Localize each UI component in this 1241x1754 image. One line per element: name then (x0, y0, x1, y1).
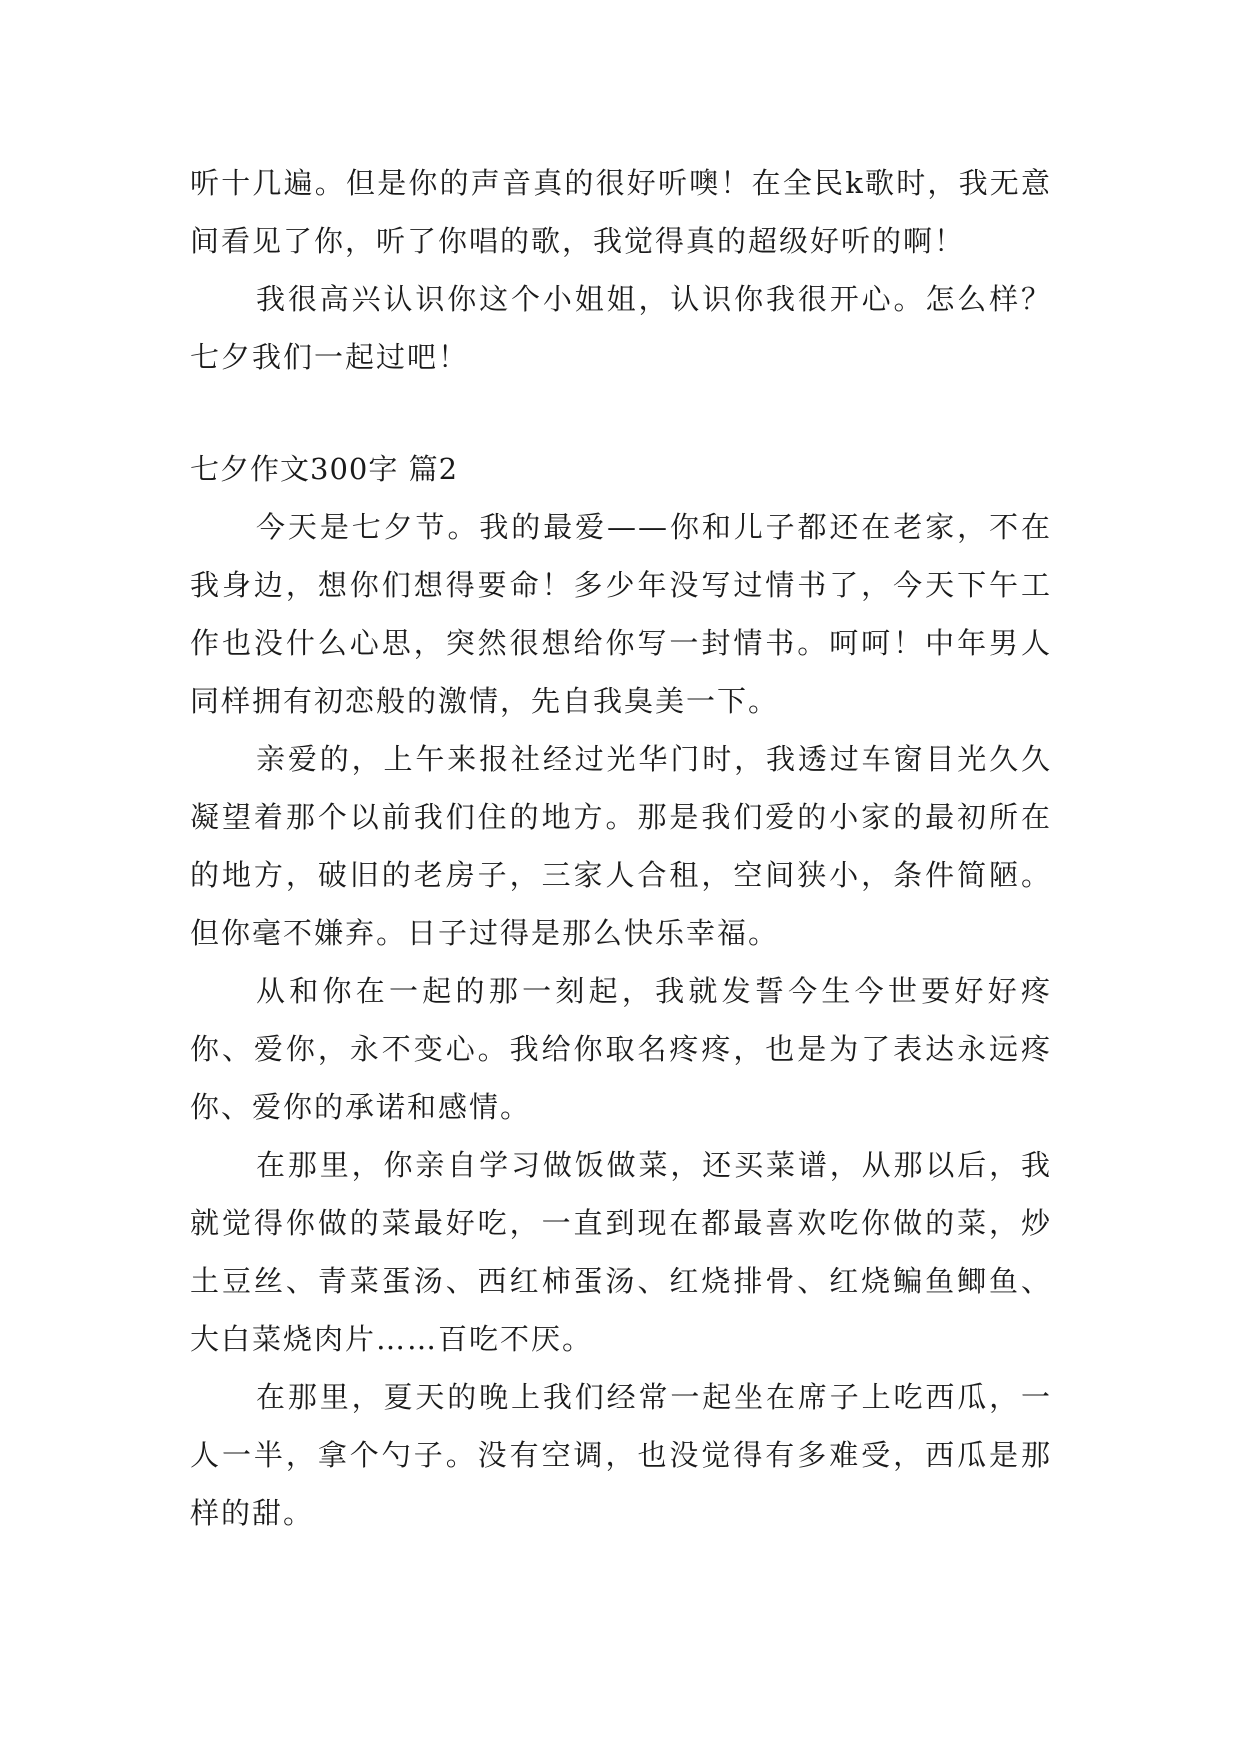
body-paragraph: 在那里，你亲自学习做饭做菜，还买菜谱，从那以后，我就觉得你做的菜最好吃，一直到现在都最喜欢吃你做的菜，炒土豆丝、青菜蛋汤、西红柿蛋汤、红烧排骨、红烧鳊鱼鲫鱼、大白菜烧肉片……百吃不厌。 (190, 1148, 1052, 1356)
body-paragraph: 今天是七夕节。我的最爱——你和儿子都还在老家，不在我身边，想你们想得要命！多少年没写过情书了，今天下午工作也没什么心思，突然很想给你写一封情书。呵呵！中年男人同样拥有初恋般的激情，先自我臭美一下。 (190, 510, 1052, 718)
closing-paragraph: 我很高兴认识你这个小姐姐，认识你我很开心。怎么样？七夕我们一起过吧！ (190, 282, 1052, 374)
body-paragraph: 在那里，夏天的晚上我们经常一起坐在席子上吃西瓜，一人一半，拿个勺子。没有空调，也没觉得有多难受，西瓜是那样的甜。 (190, 1380, 1052, 1530)
body-paragraph: 亲爱的，上午来报社经过光华门时，我透过车窗目光久久凝望着那个以前我们住的地方。那是我们爱的小家的最初所在的地方，破旧的老房子，三家人合租，空间狭小，条件简陋。但你毫不嫌弃。日子过得是那么快乐幸福。 (190, 742, 1052, 950)
body-paragraph: 从和你在一起的那一刻起，我就发誓今生今世要好好疼你、爱你，永不变心。我给你取名疼疼，也是为了表达永远疼你、爱你的承诺和感情。 (190, 974, 1052, 1124)
section-title: 七夕作文300字 篇2 (190, 452, 459, 486)
continuation-paragraph: 听十几遍。但是你的声音真的很好听噢！在全民k歌时，我无意间看见了你，听了你唱的歌，我觉得真的超级好听的啊！ (190, 166, 1052, 258)
document-body (190, 154, 1052, 1542)
